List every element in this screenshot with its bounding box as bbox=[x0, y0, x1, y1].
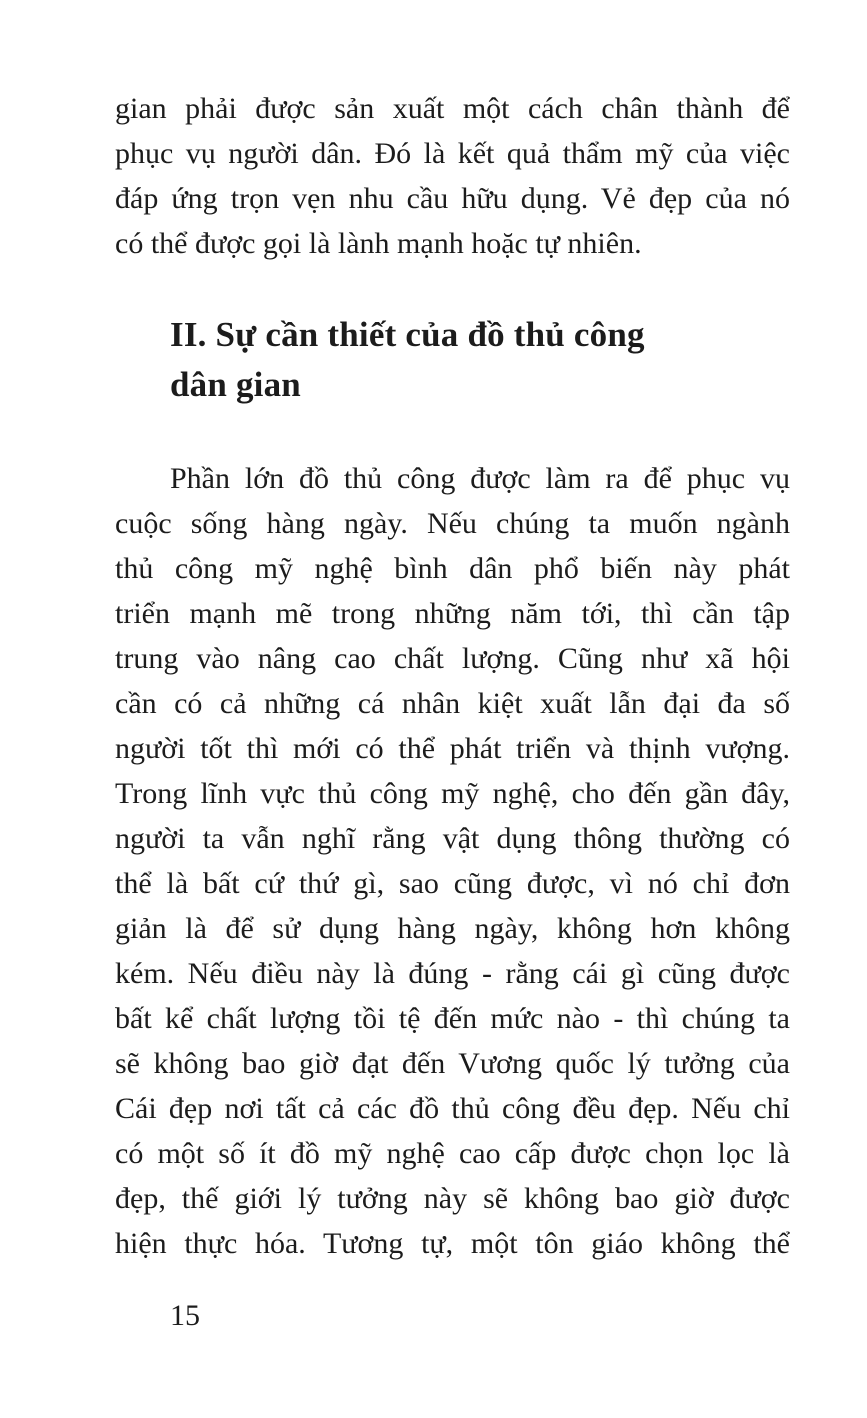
body-paragraph bbox=[115, 456, 790, 1266]
text-line: thể là bất cứ thứ gì, sao cũng được, vì nó chỉ đơn bbox=[115, 867, 790, 900]
text-line: trung vào nâng cao chất lượng. Cũng như xã hội bbox=[115, 642, 790, 675]
text-line: Trong lĩnh vực thủ công mỹ nghệ, cho đến gần đây, bbox=[115, 777, 790, 810]
text-line: đáp ứng trọn vẹn nhu cầu hữu dụng. Vẻ đẹp của nó bbox=[115, 182, 790, 215]
text-line: đẹp, thế giới lý tưởng này sẽ không bao giờ được bbox=[115, 1182, 790, 1215]
text-line: cuộc sống hàng ngày. Nếu chúng ta muốn ngành bbox=[115, 507, 790, 540]
text-line: kém. Nếu điều này là đúng - rằng cái gì cũng được bbox=[115, 957, 790, 990]
text-line: Cái đẹp nơi tất cả các đồ thủ công đều đẹp. Nếu chỉ bbox=[115, 1092, 790, 1125]
text-line: hiện thực hóa. Tương tự, một tôn giáo không thể bbox=[115, 1227, 790, 1260]
text-line: II. Sự cần thiết của đồ thủ công bbox=[170, 315, 645, 354]
page-number: 15 bbox=[170, 1299, 200, 1332]
text-line: dân gian bbox=[170, 365, 301, 404]
text-line: có thể được gọi là lành mạnh hoặc tự nhiên. bbox=[115, 227, 642, 260]
text-line: sẽ không bao giờ đạt đến Vương quốc lý tưởng của bbox=[115, 1047, 790, 1080]
text-line: Phần lớn đồ thủ công được làm ra để phục vụ bbox=[170, 462, 790, 495]
text-line: phục vụ người dân. Đó là kết quả thẩm mỹ của việc bbox=[115, 137, 790, 170]
section-heading bbox=[115, 310, 790, 410]
text-line: người ta vẫn nghĩ rằng vật dụng thông thường có bbox=[115, 822, 790, 855]
text-line: gian phải được sản xuất một cách chân thành để bbox=[115, 92, 790, 125]
text-line: người tốt thì mới có thể phát triển và thịnh vượng. bbox=[115, 732, 790, 765]
intro-paragraph bbox=[115, 86, 790, 266]
text-line: có một số ít đồ mỹ nghệ cao cấp được chọn lọc là bbox=[115, 1137, 790, 1170]
text-line: giản là để sử dụng hàng ngày, không hơn không bbox=[115, 912, 790, 945]
text-line: thủ công mỹ nghệ bình dân phổ biến này phát bbox=[115, 552, 790, 585]
text-line: triển mạnh mẽ trong những năm tới, thì cần tập bbox=[115, 597, 790, 630]
text-line: cần có cả những cá nhân kiệt xuất lẫn đại đa số bbox=[115, 687, 790, 720]
text-line: bất kể chất lượng tồi tệ đến mức nào - thì chúng ta bbox=[115, 1002, 790, 1035]
